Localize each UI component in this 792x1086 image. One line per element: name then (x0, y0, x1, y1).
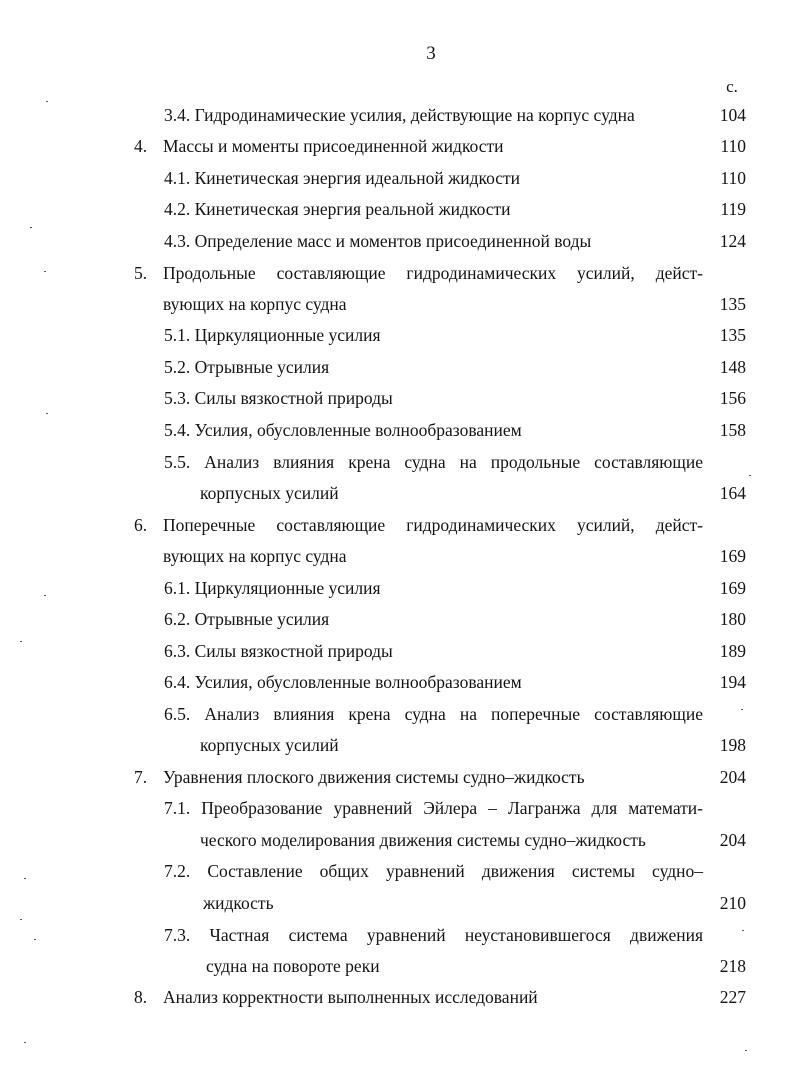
toc-entry-4-1-title: 4.1. Кинетическая энергия идеальной жидкости (164, 168, 521, 188)
toc-entry-6-1-title: 6.1. Циркуляционные усилия (164, 578, 381, 598)
toc-entry-5-title-line1: Продольные составляющие гидродинамических усилий, дейст- (163, 263, 703, 283)
scan-speck (24, 1042, 26, 1043)
scan-speck (20, 641, 22, 642)
toc-entry-6-5-title-line1: 6.5. Анализ влияния крена судна на поперечные составляющие (164, 704, 703, 724)
toc-entry-5-5-title-line1: 5.5. Анализ влияния крена судна на продольные составляющие (164, 452, 703, 472)
toc-entry-6-2-title: 6.2. Отрывные усилия (164, 609, 330, 629)
toc-entry-4-number: 4. (134, 136, 148, 156)
toc-entry-6-title-line2: вующих на корпус судна (163, 546, 347, 566)
toc-entry-6-2-page: 180 (719, 609, 746, 629)
toc-entry-6-5-title-line2: корпусных усилий (200, 735, 339, 755)
toc-entry-6-1-page: 169 (719, 578, 746, 598)
toc-entry-5-1-page: 135 (719, 325, 746, 345)
toc-entry-4-3-page: 124 (719, 231, 746, 251)
scan-speck (44, 271, 46, 272)
toc-entry-5-2-page: 148 (719, 357, 746, 377)
toc-entry-6-number: 6. (134, 515, 148, 535)
toc-entry-4-2-page: 119 (720, 199, 746, 219)
toc-entry-4-2-title: 4.2. Кинетическая энергия реальной жидкости (164, 199, 511, 219)
toc-entry-4-page: 110 (720, 136, 746, 156)
scan-speck (34, 939, 36, 940)
toc-entry-7-1-title-line2: ческого моделирования движения системы судно–жидкость (200, 830, 646, 850)
toc-entry-3-4-title: 3.4. Гидродинамические усилия, действующие на корпус судна (164, 105, 635, 125)
toc-entry-5-number: 5. (134, 263, 148, 283)
toc-entry-5-4-title: 5.4. Усилия, обусловленные волнообразованием (164, 420, 522, 440)
toc-entry-6-title-line1: Поперечные составляющие гидродинамических усилий, дейст- (163, 515, 703, 535)
toc-entry-7-page: 204 (719, 767, 746, 787)
toc-entry-7-2-title-line1: 7.2. Составление общих уравнений движения системы судно– (164, 861, 703, 881)
toc-entry-5-page: 135 (719, 294, 746, 314)
toc-entry-4-title: Массы и моменты присоединенной жидкости (163, 136, 504, 156)
toc-entry-5-5-page: 164 (719, 483, 746, 503)
toc-entry-5-2-title: 5.2. Отрывные усилия (164, 357, 330, 377)
scan-speck (20, 919, 22, 920)
toc-entry-7-1-title-line1: 7.1. Преобразование уравнений Эйлера – Лагранжа для математи- (164, 798, 703, 818)
toc-entry-7-3-title-line2: судна на повороте реки (206, 956, 380, 976)
toc-entry-5-4-page: 158 (719, 420, 746, 440)
toc-entry-5-5-title-line2: корпусных усилий (200, 483, 339, 503)
toc-entry-8-title: Анализ корректности выполненных исследований (163, 987, 538, 1007)
scan-speck (745, 1050, 747, 1051)
scan-speck (742, 930, 744, 931)
toc-entry-6-3-page: 189 (719, 641, 746, 661)
toc-entry-5-title-line2: вующих на корпус судна (163, 294, 347, 314)
scan-speck (24, 878, 26, 879)
page-number: 3 (426, 43, 436, 64)
toc-entry-6-3-title: 6.3. Силы вязкостной природы (164, 641, 393, 661)
scan-speck (749, 475, 751, 476)
toc-entry-6-4-page: 194 (719, 672, 746, 692)
page-column-header: с. (726, 77, 738, 96)
scan-speck (46, 413, 48, 414)
toc-entry-7-1-page: 204 (719, 830, 746, 850)
scan-speck (44, 595, 46, 596)
toc-entry-4-3-title: 4.3. Определение масс и моментов присоединенной воды (164, 231, 592, 251)
toc-entry-8-page: 227 (719, 987, 746, 1007)
toc-entry-7-2-page: 210 (719, 893, 746, 913)
toc-entry-7-3-title-line1: 7.3. Частная система уравнений неустановившегося движения (164, 925, 703, 945)
toc-entry-4-1-page: 110 (720, 168, 746, 188)
toc-entry-8-number: 8. (134, 987, 148, 1007)
toc-entry-6-page: 169 (719, 546, 746, 566)
toc-entry-6-5-page: 198 (719, 735, 746, 755)
toc-entry-7-3-page: 218 (719, 956, 746, 976)
toc-entry-6-4-title: 6.4. Усилия, обусловленные волнообразованием (164, 672, 522, 692)
toc-entry-5-3-page: 156 (719, 388, 746, 408)
toc-entry-5-3-title: 5.3. Силы вязкостной природы (164, 388, 393, 408)
scan-speck (46, 101, 48, 102)
toc-entry-7-title: Уравнения плоского движения системы судно–жидкость (163, 767, 585, 787)
toc-entry-3-4-page: 104 (719, 105, 746, 125)
scan-speck (741, 709, 743, 710)
toc-entry-7-2-title-line2: жидкость (203, 893, 274, 913)
scan-speck (30, 227, 32, 228)
toc-entry-5-1-title: 5.1. Циркуляционные усилия (164, 325, 381, 345)
toc-entry-7-number: 7. (134, 767, 148, 787)
